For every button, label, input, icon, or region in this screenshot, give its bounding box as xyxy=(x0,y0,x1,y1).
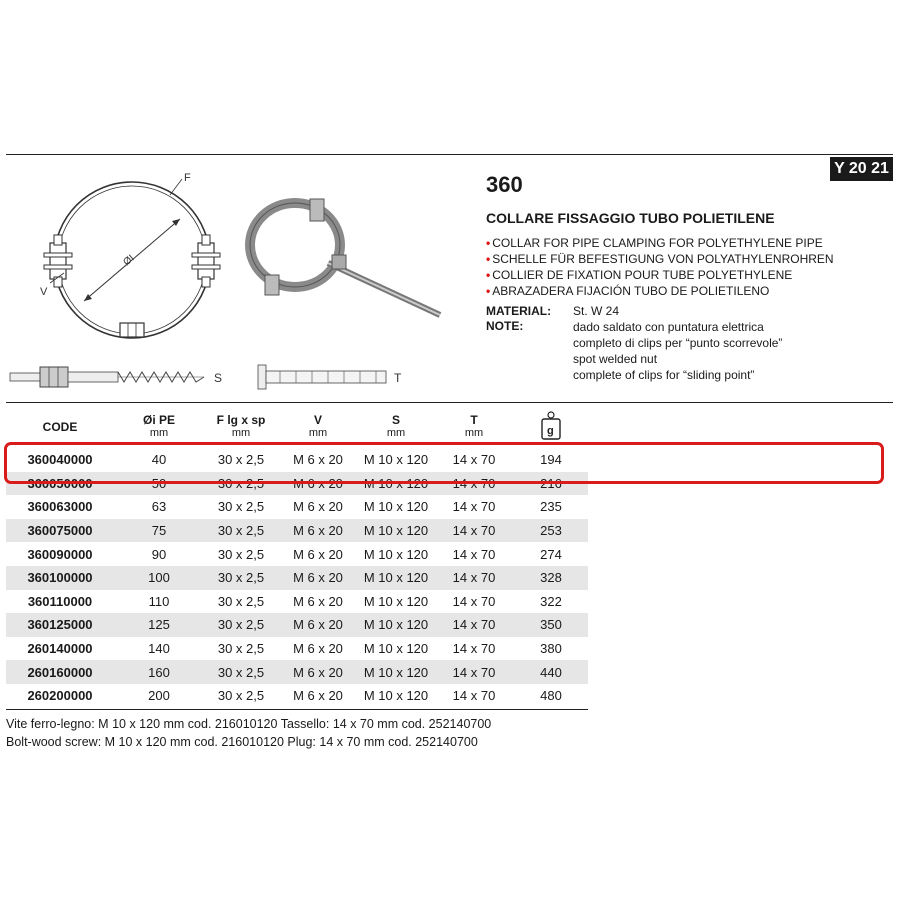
table-row xyxy=(6,542,588,566)
header-s: S mm xyxy=(386,413,406,439)
cell-f: 30 x 2,5 xyxy=(204,519,278,543)
cell-s: M 10 x 120 xyxy=(358,613,434,637)
note-line: complete of clips for “sliding point” xyxy=(573,368,755,382)
cell-s: M 10 x 120 xyxy=(363,546,429,562)
cell-f: 30 x 2,5 xyxy=(204,660,278,684)
note-line: dado saldato con puntatura elettrica xyxy=(573,320,764,334)
translation-de: • SCHELLE FÜR BEFESTIGUNG VON POLYATHYLENROHREN xyxy=(486,252,834,266)
header-code: CODE xyxy=(42,419,78,434)
cell-s: M 10 x 120 xyxy=(358,472,434,496)
weight-icon xyxy=(540,411,562,441)
cell-di: 75 xyxy=(114,519,204,543)
cell-g: 380 xyxy=(540,641,562,657)
cell-v: M 6 x 20 xyxy=(278,660,358,684)
cell-s: M 10 x 120 xyxy=(358,566,434,590)
product-code: 360 xyxy=(486,172,523,197)
product-title: COLLARE FISSAGGIO TUBO POLIETILENE xyxy=(486,210,775,226)
cell-s: M 10 x 120 xyxy=(358,519,434,543)
cell-g: 216 xyxy=(514,472,588,496)
cell-v: M 6 x 20 xyxy=(293,593,343,609)
year-badge: Y 20 21 xyxy=(830,157,893,181)
diameter-label: ØI xyxy=(121,252,137,269)
table-row xyxy=(6,495,588,519)
cell-di: 200 xyxy=(148,688,170,704)
cell-di: 140 xyxy=(148,641,170,657)
cell-t: 14 x 70 xyxy=(452,452,496,468)
table-row xyxy=(6,684,588,708)
note-line: completo di clips per “punto scorrevole” xyxy=(573,336,783,350)
collar-photo xyxy=(240,195,470,325)
top-rule xyxy=(6,154,893,155)
header-f: F lg x sp mm xyxy=(216,413,266,439)
cell-t: 14 x 70 xyxy=(434,519,514,543)
cell-v: M 6 x 20 xyxy=(293,452,343,468)
cell-v: M 6 x 20 xyxy=(278,613,358,637)
cell-t: 14 x 70 xyxy=(452,688,496,704)
cell-g: 480 xyxy=(540,688,562,704)
screw-drawing xyxy=(8,363,228,393)
cell-v: M 6 x 20 xyxy=(278,472,358,496)
table-header-row xyxy=(6,406,588,448)
material-label: MATERIAL: xyxy=(486,304,552,318)
cell-f: 30 x 2,5 xyxy=(217,593,265,609)
cell-g: 350 xyxy=(514,613,588,637)
cell-t: 14 x 70 xyxy=(434,472,514,496)
note-value xyxy=(573,319,782,383)
cell-f: 30 x 2,5 xyxy=(204,566,278,590)
cell-f: 30 x 2,5 xyxy=(217,499,265,515)
translation-es: • ABRAZADERA FIJACIÓN TUBO DE POLIETILENO xyxy=(486,284,770,298)
bullet-icon: • xyxy=(486,284,491,298)
cell-di: 100 xyxy=(114,566,204,590)
header-di: Øi PE mm xyxy=(142,413,175,439)
material-value: St. W 24 xyxy=(573,304,620,318)
translation-en: • COLLAR FOR PIPE CLAMPING FOR POLYETHYLENE PIPE xyxy=(486,236,823,250)
cell-s: M 10 x 120 xyxy=(363,641,429,657)
translation-fr: • COLLIER DE FIXATION POUR TUBE POLYETHYLENE xyxy=(486,268,793,282)
table-row xyxy=(6,448,588,472)
table-row xyxy=(6,472,588,496)
bottom-rule xyxy=(6,709,588,710)
cell-code: 260200000 xyxy=(27,688,93,704)
header-t: T mm xyxy=(464,413,484,439)
weight-unit: g xyxy=(547,424,554,437)
cell-f: 30 x 2,5 xyxy=(204,472,278,496)
cell-v: M 6 x 20 xyxy=(278,519,358,543)
cell-code: 260160000 xyxy=(6,660,114,684)
cell-t: 14 x 70 xyxy=(434,660,514,684)
plug-drawing xyxy=(256,363,406,393)
table-row xyxy=(6,566,588,590)
cell-t: 14 x 70 xyxy=(452,546,496,562)
cell-code: 360075000 xyxy=(6,519,114,543)
cell-g: 274 xyxy=(540,546,562,562)
f-label: F xyxy=(184,172,191,184)
collar-front-drawing xyxy=(20,165,230,345)
s-label: S xyxy=(214,371,223,385)
cell-di: 110 xyxy=(148,593,170,609)
cell-di: 125 xyxy=(114,613,204,637)
note-label: NOTE: xyxy=(486,319,524,333)
t-label: T xyxy=(394,371,402,385)
cell-v: M 6 x 20 xyxy=(293,499,343,515)
cell-s: M 10 x 120 xyxy=(363,499,429,515)
cell-v: M 6 x 20 xyxy=(278,566,358,590)
cell-f: 30 x 2,5 xyxy=(217,641,265,657)
table-row xyxy=(6,590,588,614)
cell-s: M 10 x 120 xyxy=(363,593,429,609)
cell-v: M 6 x 20 xyxy=(293,641,343,657)
cell-code: 360063000 xyxy=(27,499,93,515)
mid-rule xyxy=(6,402,893,403)
header-v: V mm xyxy=(308,413,328,439)
bullet-icon: • xyxy=(486,236,491,250)
cell-code: 360050000 xyxy=(6,472,114,496)
cell-g: 328 xyxy=(514,566,588,590)
cell-f: 30 x 2,5 xyxy=(217,546,265,562)
cell-di: 63 xyxy=(151,499,167,515)
cell-v: M 6 x 20 xyxy=(293,546,343,562)
product-translations xyxy=(486,235,834,299)
cell-t: 14 x 70 xyxy=(434,613,514,637)
bullet-icon: • xyxy=(486,252,491,266)
cell-g: 440 xyxy=(514,660,588,684)
cell-di: 40 xyxy=(151,452,167,468)
cell-di: 160 xyxy=(114,660,204,684)
cell-di: 90 xyxy=(151,546,167,562)
cell-g: 194 xyxy=(540,452,562,468)
v-label: V xyxy=(40,286,48,298)
cell-code: 260140000 xyxy=(27,641,93,657)
footnote-it: Vite ferro-legno: M 10 x 120 mm cod. 216010120 Tassello: 14 x 70 mm cod. 252140700 xyxy=(6,717,492,731)
cell-f: 30 x 2,5 xyxy=(204,613,278,637)
cell-t: 14 x 70 xyxy=(434,566,514,590)
cell-t: 14 x 70 xyxy=(452,499,496,515)
cell-code: 360100000 xyxy=(6,566,114,590)
footnote-en: Bolt-wood screw: M 10 x 120 mm cod. 216010120 Plug: 14 x 70 mm cod. 252140700 xyxy=(6,735,478,749)
cell-f: 30 x 2,5 xyxy=(217,452,265,468)
table-row xyxy=(6,613,588,637)
cell-g: 253 xyxy=(514,519,588,543)
cell-di: 50 xyxy=(114,472,204,496)
cell-code: 360040000 xyxy=(27,452,93,468)
cell-t: 14 x 70 xyxy=(452,593,496,609)
note-line: spot welded nut xyxy=(573,352,658,366)
cell-t: 14 x 70 xyxy=(452,641,496,657)
spec-table xyxy=(6,406,588,708)
cell-v: M 6 x 20 xyxy=(293,688,343,704)
cell-code: 360090000 xyxy=(27,546,93,562)
cell-s: M 10 x 120 xyxy=(363,452,429,468)
bullet-icon: • xyxy=(486,268,491,282)
header-weight xyxy=(514,406,588,448)
table-row xyxy=(6,637,588,661)
cell-g: 235 xyxy=(540,499,562,515)
cell-s: M 10 x 120 xyxy=(358,660,434,684)
table-row xyxy=(6,519,588,543)
table-row xyxy=(6,660,588,684)
cell-s: M 10 x 120 xyxy=(363,688,429,704)
cell-f: 30 x 2,5 xyxy=(217,688,265,704)
cell-g: 322 xyxy=(540,593,562,609)
cell-code: 360125000 xyxy=(6,613,114,637)
cell-code: 360110000 xyxy=(27,593,93,609)
